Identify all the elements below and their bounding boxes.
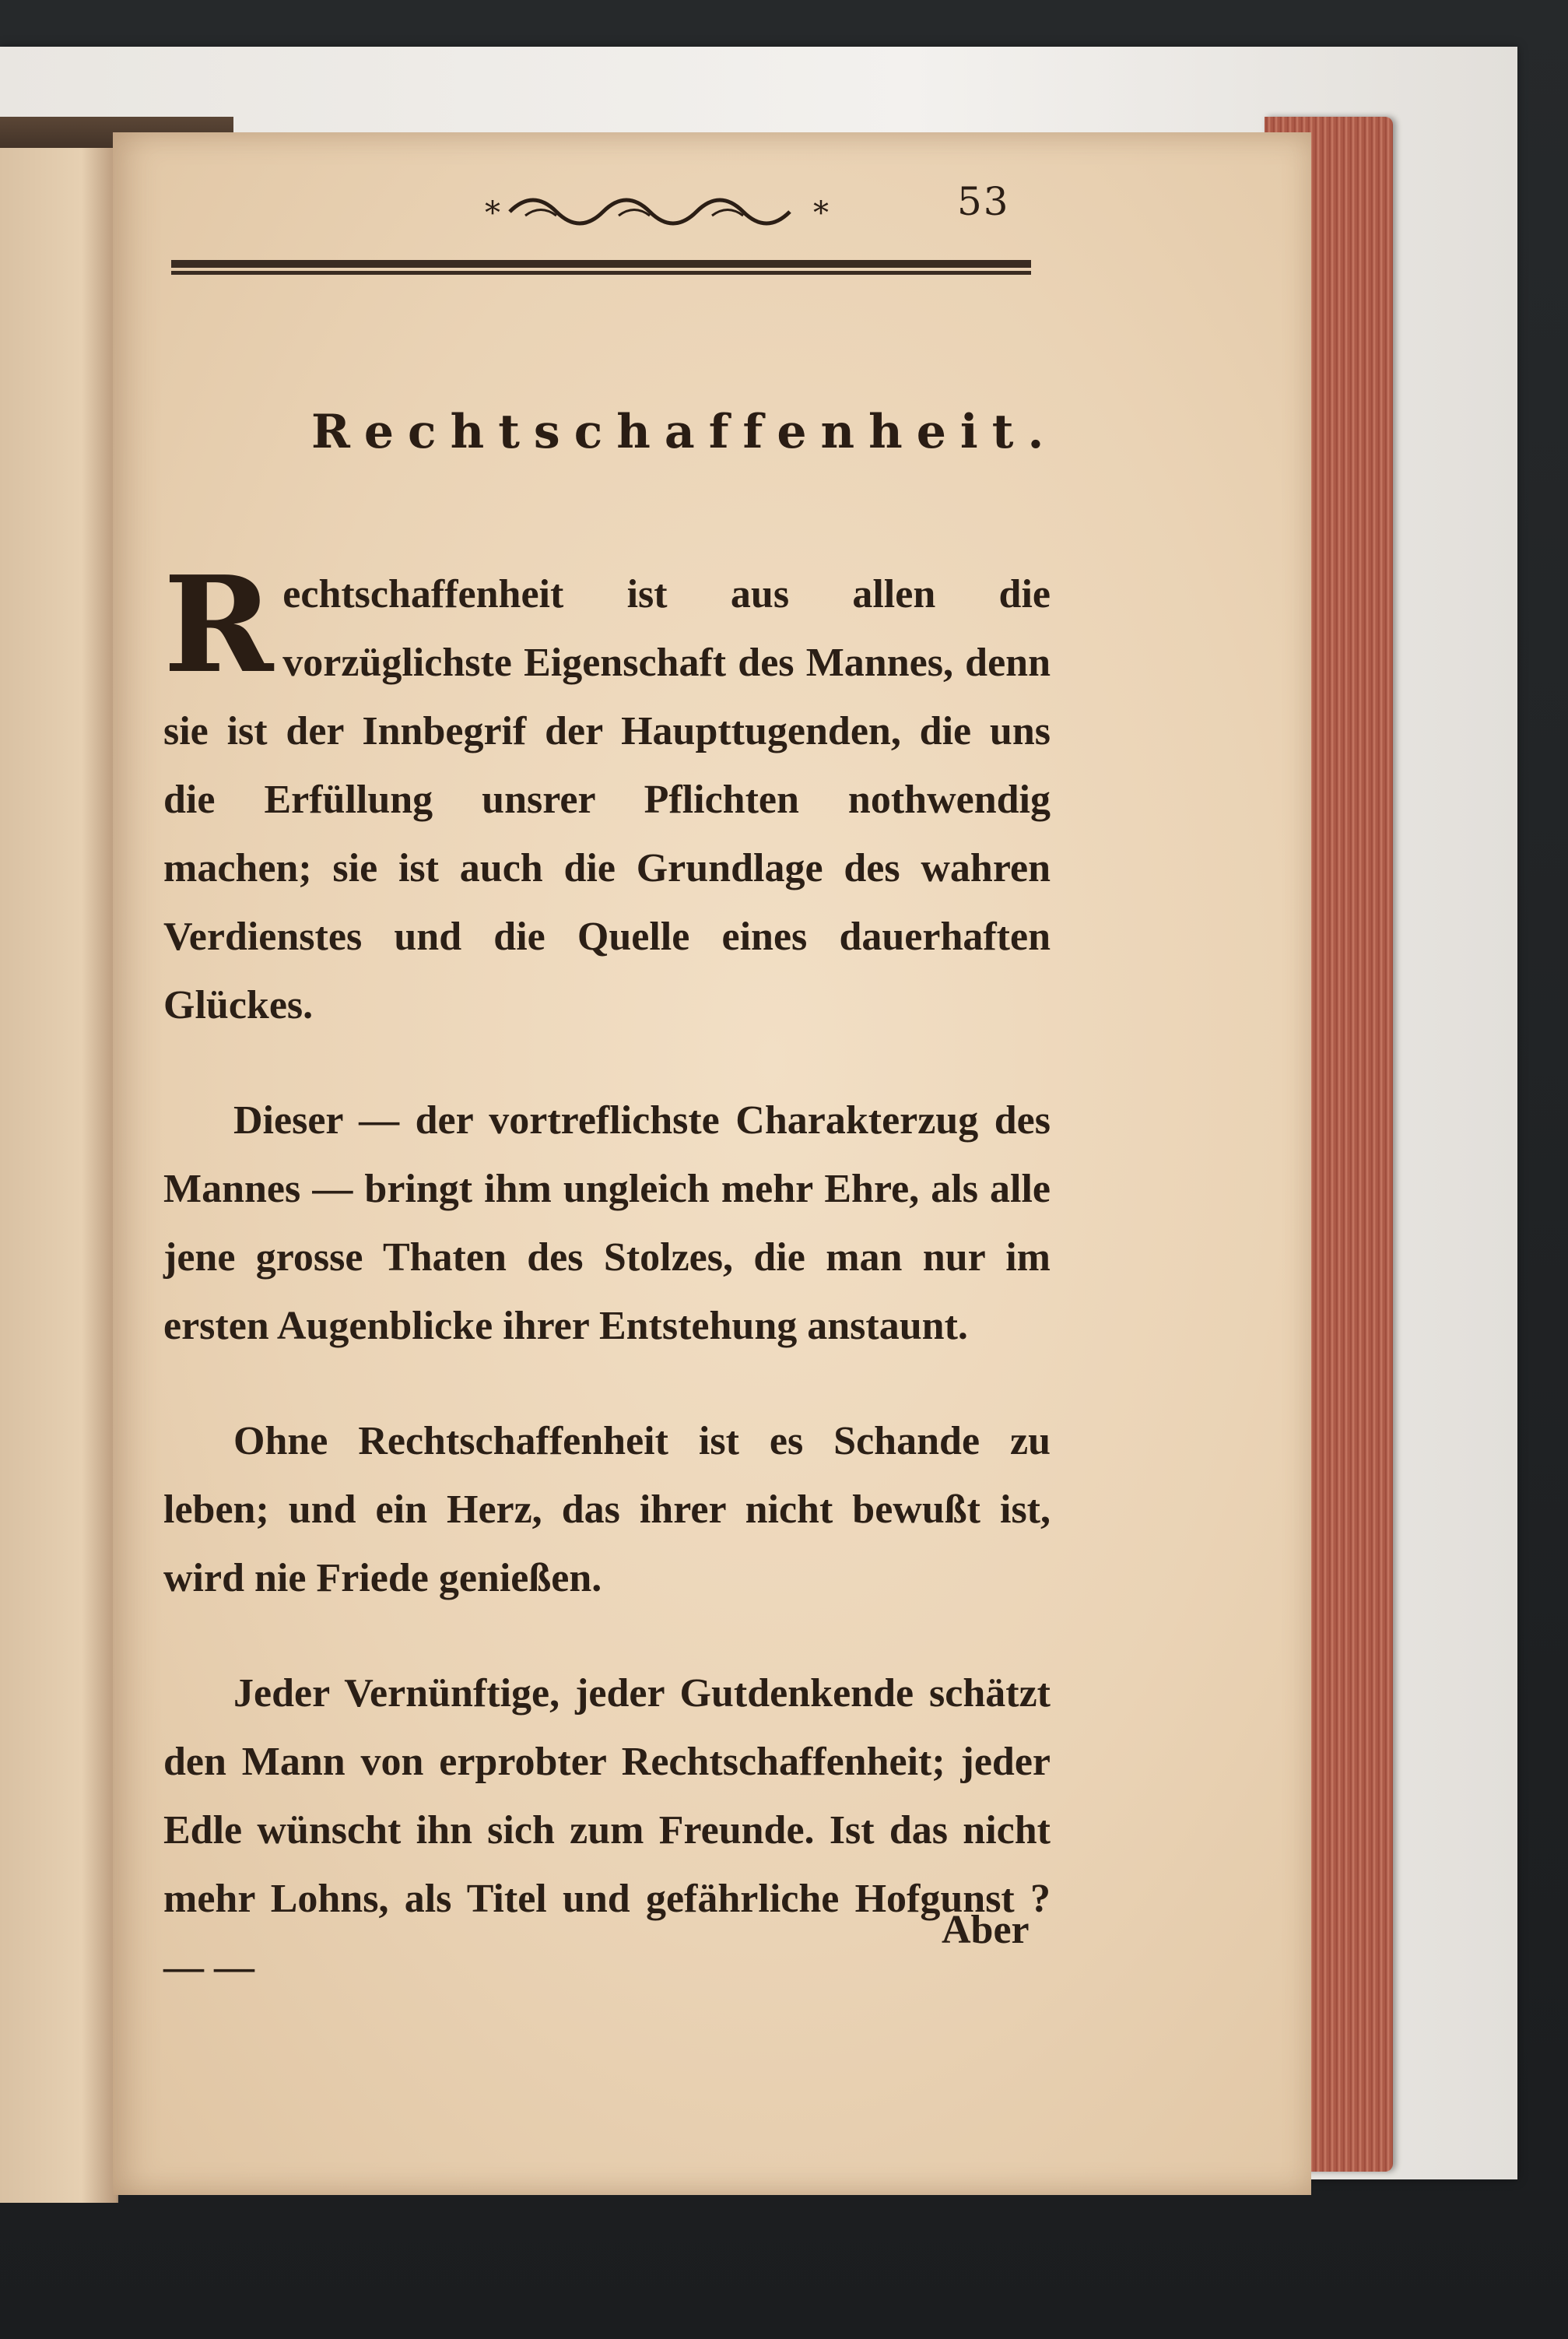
- header-rule: [171, 257, 1031, 280]
- page-number: 53: [957, 179, 1010, 224]
- catchword: Aber: [942, 1908, 1030, 1952]
- svg-text:*: *: [813, 195, 829, 231]
- paragraph: [163, 1659, 1051, 2002]
- paragraph: [163, 1407, 1051, 1613]
- ornament-divider: [479, 184, 844, 239]
- chapter-title: Rechtschaffenheit.: [311, 405, 1058, 459]
- paragraph-text: Dieser — der vortreflichste Charakterzug des Mannes — bringt ihm ungleich mehr Ehre, als alle jene grosse Thaten des Stolzes, die man nur im ersten Augenblicke ihrer Entstehung anstaunt.: [163, 1098, 1051, 1348]
- paragraph: [163, 1087, 1051, 1361]
- svg-text:*: *: [485, 195, 500, 231]
- left-facing-page: [0, 148, 118, 2203]
- paragraph-text: Jeder Vernünftige, jeder Gutdenkende schätzt den Mann von erprobter Rechtschaffenheit; jeder Edle wünscht ihn sich zum Freunde. Ist das nicht mehr Lohns, als Titel und gefährliche Hofgunst ? — —: [163, 1671, 1051, 1990]
- paragraph: [163, 547, 1051, 1040]
- paragraph-text: echtschaffenheit ist aus allen die vorzüglichste Eigenschaft des Mannes, denn sie ist der Innbegrif der Haupttugenden, die uns die Erfüllung unsrer Pflichten nothwendig machen; sie ist auch die Grundlage des wahren Verdienstes und die Quelle eines dauerhaften Glückes.: [163, 572, 1051, 1027]
- drop-cap: R: [163, 547, 274, 703]
- body-text: [163, 547, 1051, 2049]
- paragraph-text: Ohne Rechtschaffenheit ist es Schande zu leben; und ein Herz, das ihrer nicht bewußt ist, wird nie Friede genießen.: [163, 1419, 1051, 1600]
